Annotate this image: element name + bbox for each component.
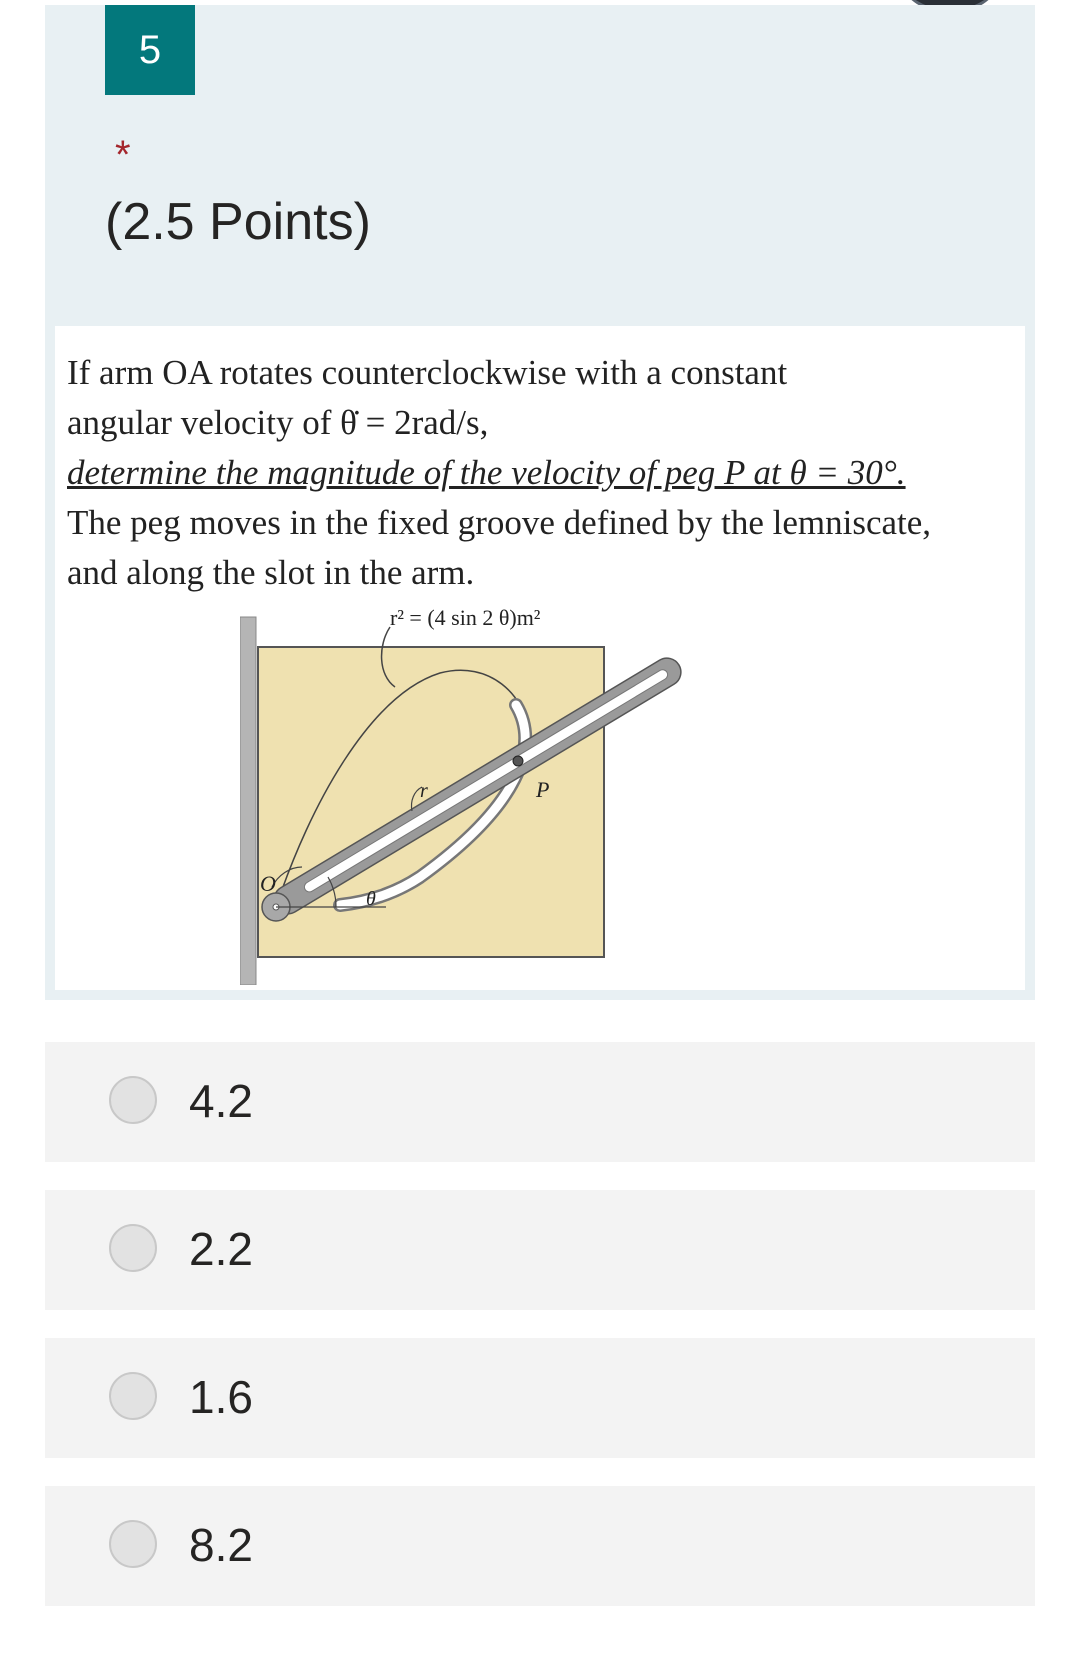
- peg-p: [513, 756, 523, 766]
- label-o: O: [260, 871, 276, 896]
- radio-button[interactable]: [109, 1224, 157, 1272]
- answer-option-2[interactable]: [45, 1190, 1035, 1310]
- label-p: P: [536, 777, 550, 802]
- label-theta: θ: [366, 888, 376, 910]
- option-label: 4.2: [189, 1075, 253, 1127]
- option-label: 2.2: [189, 1223, 253, 1275]
- answer-option-1[interactable]: [45, 1042, 1035, 1162]
- problem-line-4: The peg moves in the fixed groove defined by the lemniscate,: [67, 503, 932, 542]
- radio-button[interactable]: [109, 1520, 157, 1568]
- problem-line-1: If arm OA rotates counterclockwise with a constant: [67, 353, 788, 392]
- problem-line-3: determine the magnitude of the velocity of peg P at θ = 30°.: [67, 453, 906, 492]
- problem-image: [55, 326, 1025, 990]
- radio-button[interactable]: [109, 1076, 157, 1124]
- problem-line-2: angular velocity of θ̇ = 2rad/s,: [67, 403, 489, 442]
- radio-button[interactable]: [109, 1372, 157, 1420]
- answer-option-4[interactable]: [45, 1486, 1035, 1606]
- required-marker: *: [115, 133, 131, 177]
- question-number-badge: 5: [105, 5, 195, 95]
- problem-statement: [67, 348, 1007, 598]
- label-r: r: [420, 780, 428, 802]
- lemniscate-figure: [240, 605, 700, 985]
- answer-option-3[interactable]: [45, 1338, 1035, 1458]
- option-label: 8.2: [189, 1519, 253, 1571]
- equation-label: r² = (4 sin 2 θ)m²: [390, 605, 541, 630]
- problem-line-5: and along the slot in the arm.: [67, 553, 475, 592]
- question-card: [45, 5, 1035, 1000]
- points-label: (2.5 Points): [105, 193, 371, 251]
- option-label: 1.6: [189, 1371, 253, 1423]
- fixed-wall: [240, 617, 256, 985]
